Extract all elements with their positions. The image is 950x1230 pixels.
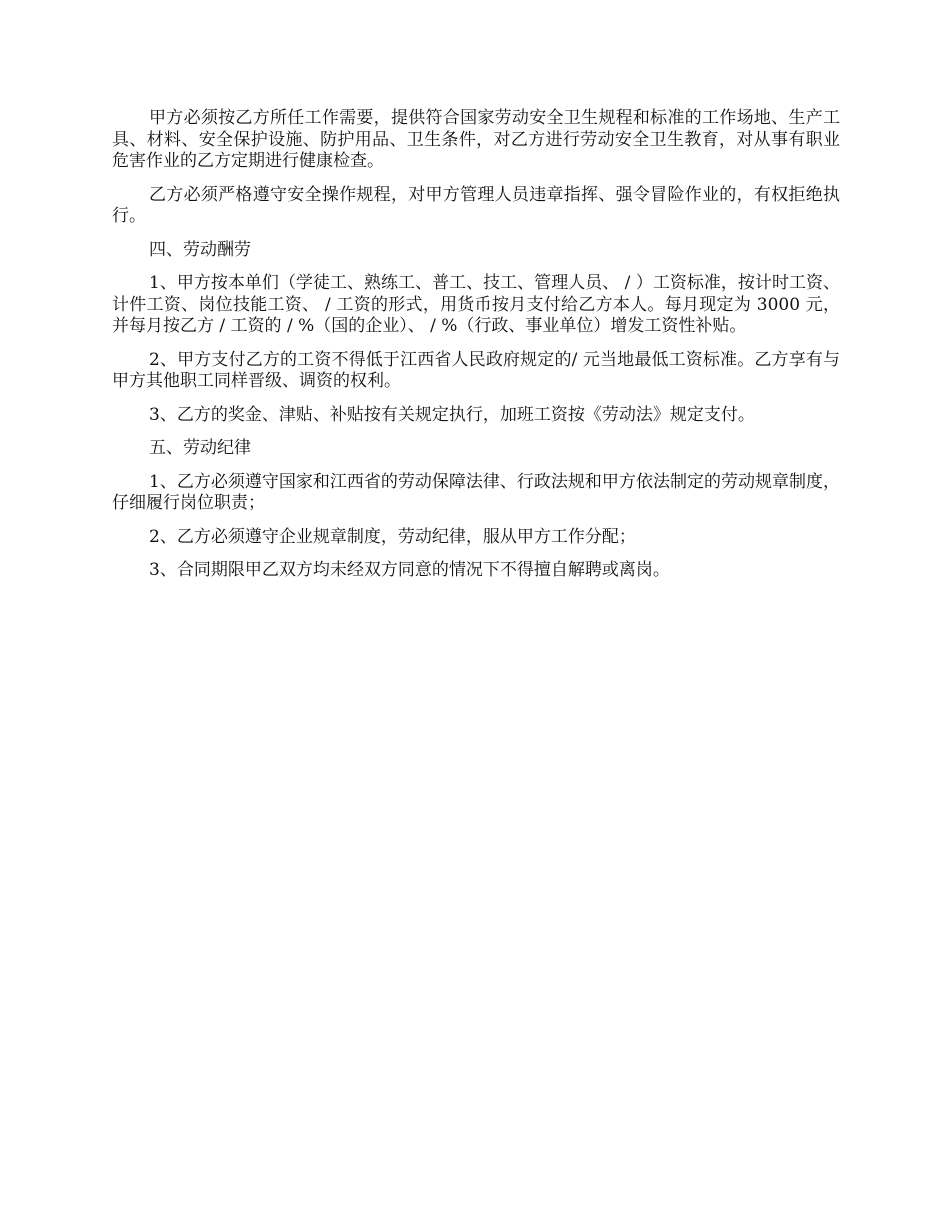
paragraph-comply-laws: 1、乙方必须遵守国家和江西省的劳动保障法律、行政法规和甲方依法制定的劳动规章制度，仔细履行岗位职责； [112,471,840,513]
paragraph-bonus-overtime: 3、乙方的奖金、津贴、补贴按有关规定执行，加班工资按《劳动法》规定支付。 [149,404,755,425]
paragraph-safety-conditions: 甲方必须按乙方所任工作需要，提供符合国家劳动安全卫生规程和标准的工作场地、生产工具、材料、安全保护设施、防护用品、卫生条件，对乙方进行劳动安全卫生教育，对从事有职业危害作业的乙方定期进行健康检查。 [112,108,840,171]
paragraph-wage-standard: 1、甲方按本单们（学徒工、熟练工、普工、技工、管理人员、 / ）工资标准，按计时工资、计件工资、岗位技能工资、 / 工资的形式，用货币按月支付给乙方本人。每月现定为 3000 元，并每月按乙方 / 工资的 / %（国的企业）、 / %（行政、事业单位）增发工资性补贴。 [112,273,840,336]
document-page [112,108,840,594]
paragraph-company-rules: 2、乙方必须遵守企业规章制度，劳动纪律，服从甲方工作分配； [149,526,636,547]
paragraph-no-resignation: 3、合同期限甲乙双方均未经双方同意的情况下不得擅自解聘或离岗。 [149,560,670,580]
section-heading-remuneration: 四、劳动酬劳 [149,239,251,260]
section-heading-discipline: 五、劳动纪律 [149,438,251,458]
paragraph-safety-rules: 乙方必须严格遵守安全操作规程，对甲方管理人员违章指挥、强令冒险作业的，有权拒绝执行。 [112,184,840,226]
paragraph-minimum-wage: 2、甲方支付乙方的工资不得低于江西省人民政府规定的/ 元当地最低工资标准。乙方享有与甲方其他职工同样晋级、调资的权利。 [112,349,840,391]
